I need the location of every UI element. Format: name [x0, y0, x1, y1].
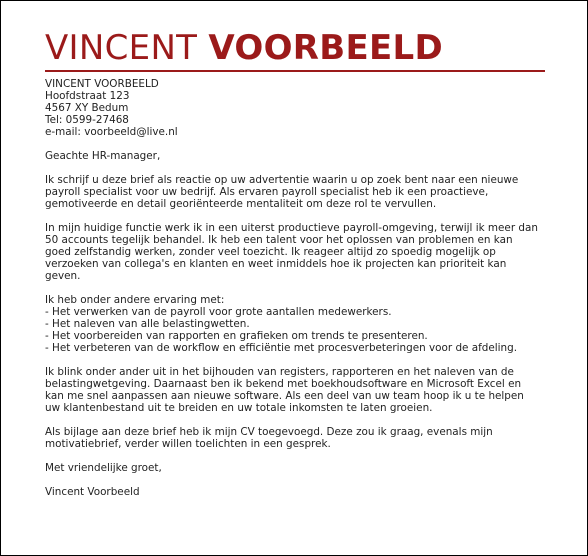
experience-item: - Het verwerken van de payroll voor grote aantallen medewerkers.	[45, 306, 392, 318]
address-line: Tel: 0599-27468	[45, 114, 129, 126]
experience-item: - Het voorbereiden van rapporten en grafieken om trends te presenteren.	[45, 330, 428, 342]
experience-list	[45, 294, 550, 354]
header-divider	[45, 70, 545, 72]
text-line: verzoeken van collega's en klanten en weet inmiddels hoe ik projecten kan prioriteit kan	[45, 258, 507, 270]
closing: Met vriendelijke groet,	[45, 462, 162, 474]
paragraph-skills	[45, 366, 550, 414]
text-line: motivatiebrief, verder willen toelichten in een gesprek.	[45, 438, 331, 450]
text-line: kan me snel aanpassen aan nieuwe software. Als een deel van uw team hoop ik u te helpen	[45, 390, 524, 402]
paragraph-attachment	[45, 426, 550, 450]
address-line: e-mail: voorbeeld@live.nl	[45, 126, 178, 138]
header-last-name: VOORBEELD	[208, 28, 444, 68]
address-block	[45, 78, 550, 138]
salutation: Geachte HR-manager,	[45, 150, 161, 162]
paragraph-intro	[45, 174, 550, 210]
address-line: Hoofdstraat 123	[45, 90, 130, 102]
text-line: belastingwetgeving. Daarnaast ben ik bekend met boekhoudsoftware en Microsoft Excel en	[45, 378, 522, 390]
text-line: Ik blink onder ander uit in het bijhouden van registers, rapporteren en het naleven van de	[45, 366, 514, 378]
header-first-name: VINCENT	[45, 28, 198, 68]
signature: Vincent Voorbeeld	[45, 486, 140, 498]
letter-header	[45, 28, 443, 68]
text-line: gemotiveerde en detail georiënteerde mentaliteit om deze rol te vervullen.	[45, 198, 437, 210]
text-line: payroll specialist voor uw bedrijf. Als ervaren payroll specialist heb ik een proactieve,	[45, 186, 489, 198]
text-line: 50 accounts tegelijk behandel. Ik heb een talent voor het oplossen van problemen en kan	[45, 234, 513, 246]
text-line: Ik schrijf u deze brief als reactie op uw advertentie waarin u op zoek bent naar een nieuwe	[45, 174, 519, 186]
paragraph-current-role	[45, 222, 550, 282]
letter-body	[45, 78, 550, 498]
text-line: Als bijlage aan deze brief heb ik mijn CV toegevoegd. Deze zou ik graag, evenals mijn	[45, 426, 493, 438]
address-line: VINCENT VOORBEELD	[45, 78, 159, 90]
experience-intro: Ik heb onder andere ervaring met:	[45, 294, 225, 306]
text-line: goed zelfstandig werken, zonder veel toezicht. Ik reageer altijd zo spoedig mogelijk op	[45, 246, 496, 258]
text-line: geven.	[45, 270, 81, 282]
text-line: uw klantenbestand uit te breiden en uw totale inkomsten te laten groeien.	[45, 402, 433, 414]
address-line: 4567 XY Bedum	[45, 102, 129, 114]
text-line: In mijn huidige functie werk ik in een uiterst productieve payroll-omgeving, terwijl ik meer dan	[45, 222, 538, 234]
experience-item: - Het verbeteren van de workflow en efficiëntie met procesverbeteringen voor de afdeling.	[45, 342, 518, 354]
experience-item: - Het naleven van alle belastingwetten.	[45, 318, 250, 330]
